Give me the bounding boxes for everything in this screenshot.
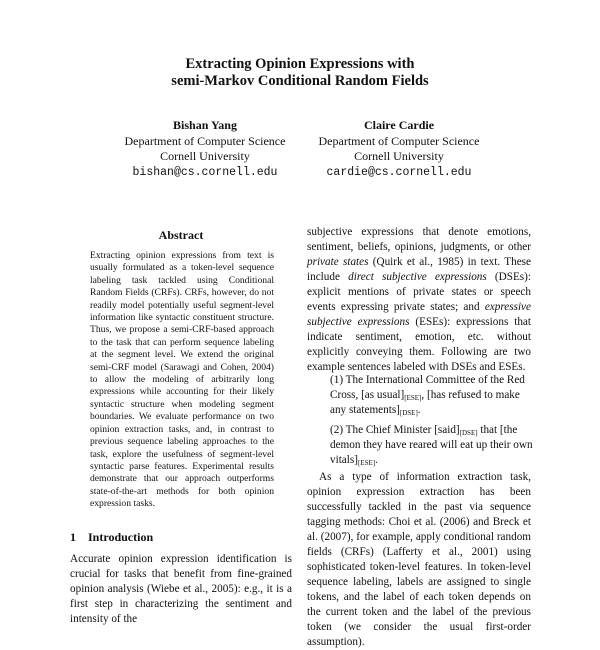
- paper-title-line-2: semi-Markov Conditional Random Fields: [171, 73, 429, 89]
- text-run: (1) The International Committee of the Red Cross, [as usual]: [330, 374, 525, 401]
- section-heading-introduction: [70, 530, 153, 545]
- text-run: .: [375, 454, 378, 466]
- text-run: .: [417, 404, 421, 416]
- term-dse: direct subjective expressions: [348, 271, 487, 283]
- author-name: Claire Cardie: [363, 118, 435, 132]
- label-subscript: [DSE]: [399, 409, 418, 417]
- text-run: (DSEs): explicit mentions of private states or speech events expressing private states; and: [307, 271, 531, 313]
- text-run: that [the demon they have reared will eat up their own vitals]: [330, 424, 533, 466]
- text-run: , [has refused to make any statements]: [330, 389, 520, 416]
- text-run: (Quirk et al., 1985) in text. These include: [307, 256, 531, 283]
- right-column-paragraph-1: [307, 225, 531, 375]
- example-sentence-2: [330, 423, 534, 468]
- label-subscript: [ESE]: [357, 459, 376, 467]
- author-name: Bishan Yang: [173, 118, 237, 132]
- author-university: Cornell University: [354, 149, 444, 163]
- author-department: Department of Computer Science: [318, 133, 480, 148]
- section-number: 1: [70, 530, 76, 544]
- author-department: Department of Computer Science: [124, 133, 286, 148]
- label-subscript: [DSE]: [459, 429, 478, 437]
- section-title: Introduction: [88, 530, 154, 544]
- label-subscript: [ESE]: [404, 394, 422, 402]
- author-email: bishan@cs.cornell.edu: [132, 165, 278, 179]
- author-block-2: [289, 118, 509, 180]
- text-run: (2) The Chief Minister [said]: [330, 424, 460, 436]
- author-block-1: [95, 118, 315, 180]
- term-ese: expressive subjective expressions: [307, 301, 531, 328]
- right-column-paragraph-2: As a type of information extraction task, opinion expression extraction has been successfully tackled in the past via sequence tagging methods: Choi et al. (2006) and Breck et al. (2007), for example, apply conditional random fields (CRFs) (Lafferty et al., 2001) using sophisticated token-level features. In token-level sequence labeling, labels are assigned to single tokens, and the label of each token depends on the current token and the label of the previous token (we consider the usual first-order assumption).: [307, 471, 531, 648]
- paper-title-line-1: Extracting Opinion Expressions with: [185, 56, 415, 72]
- text-run: subjective expressions that denote emotions, sentiment, beliefs, opinions, judgments, or other: [307, 226, 531, 253]
- author-university: Cornell University: [160, 149, 250, 163]
- author-email: cardie@cs.cornell.edu: [326, 165, 472, 179]
- introduction-paragraph: Accurate opinion expression identification is crucial for tasks that benefit from fine-grained opinion analysis (Wiebe et al., 2005): e.g., it is a first step in characterizing the sentiment and intensity of the: [70, 553, 292, 625]
- term-private-states: private states: [307, 256, 369, 268]
- text-run: (ESEs): expressions that indicate sentiment, emotion, etc. without explicitly conveying them. Following are two example sentences labeled with DSEs and ESEs.: [307, 316, 532, 373]
- abstract-heading: Abstract: [158, 228, 204, 242]
- abstract-body: Extracting opinion expressions from text is usually formulated as a token-level sequence labeling task tackled using Conditional Random Fields (CRFs). CRFs, however, do not readily model potentially useful segment-level information like syntactic constituent structure. Thus, we propose a semi-CRF-based approach to the task that can perform sequence labeling at the segment level. We extend the original semi-CRF model (Sarawagi and Cohen, 2004) to allow the modeling of arbitrarily long expressions while accounting for their likely syntactic structure when modeling segment boundaries. We evaluate performance on two opinion extraction tasks, and, in contrast to previous sequence labeling approaches to the task, explore the usefulness of segment-level syntactic parse features. Experimental results demonstrate that our approach outperforms state-of-the-art methods for both opinion expression tasks.: [90, 250, 274, 510]
- example-sentence-1: [330, 373, 534, 418]
